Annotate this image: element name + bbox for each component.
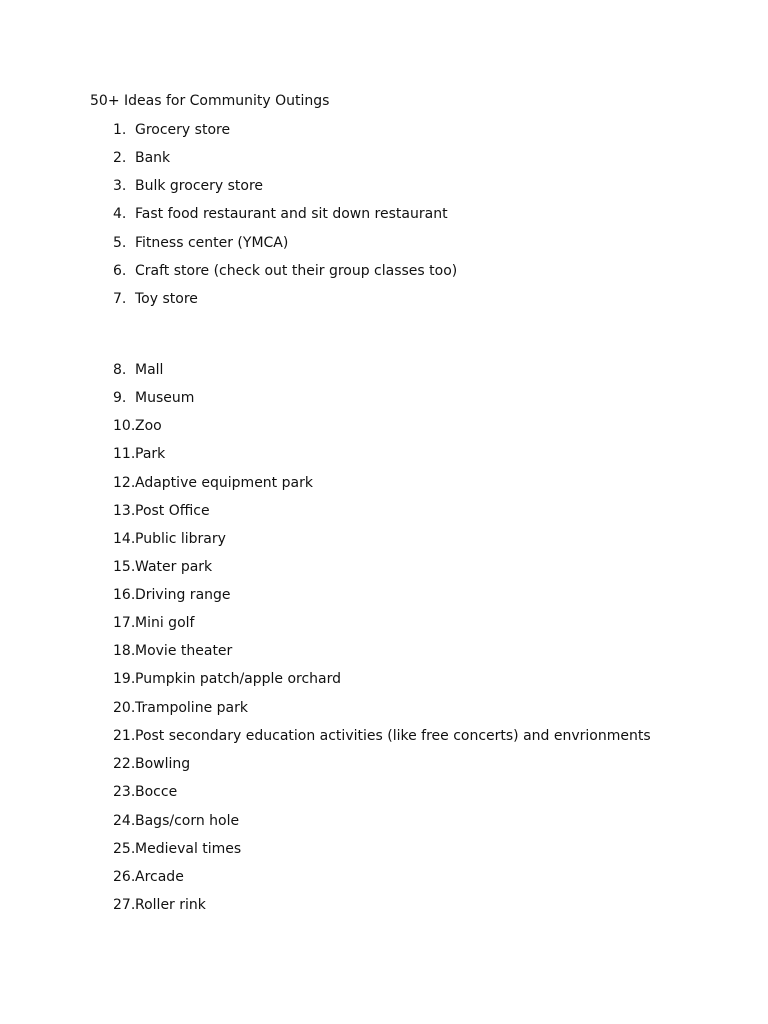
list-item-12 xyxy=(113,474,313,492)
list-item-text: Park xyxy=(135,446,166,462)
list-item-number: 12. xyxy=(113,475,136,491)
list-item-9 xyxy=(113,389,194,407)
list-item-number: 18. xyxy=(113,643,136,659)
list-item-text: Zoo xyxy=(135,418,162,434)
list-item-number: 15. xyxy=(113,559,136,575)
list-item-26 xyxy=(113,868,184,886)
list-item-text: Bocce xyxy=(135,784,178,800)
list-item-1 xyxy=(113,121,230,139)
list-item-2 xyxy=(113,149,170,167)
list-item-number: 3. xyxy=(113,178,127,194)
list-item-text: Water park xyxy=(135,559,213,575)
list-item-number: 21. xyxy=(113,728,136,744)
list-item-text: Fast food restaurant and sit down restaurant xyxy=(135,206,448,222)
list-item-number: 25. xyxy=(113,841,136,857)
list-item-6 xyxy=(113,262,457,280)
list-item-23 xyxy=(113,783,177,801)
document-title: 50+ Ideas for Community Outings xyxy=(90,93,330,109)
list-item-16 xyxy=(113,586,231,604)
list-item-20 xyxy=(113,699,248,717)
list-item-5 xyxy=(113,234,288,252)
list-item-text: Adaptive equipment park xyxy=(135,475,313,491)
list-item-number: 11. xyxy=(113,446,136,462)
list-item-number: 13. xyxy=(113,503,136,519)
list-item-number: 2. xyxy=(113,150,127,166)
list-item-text: Fitness center (YMCA) xyxy=(135,235,289,251)
list-item-25 xyxy=(113,840,241,858)
list-item-number: 16. xyxy=(113,587,136,603)
list-item-text: Bowling xyxy=(135,756,191,772)
list-item-number: 9. xyxy=(113,390,127,406)
list-item-text: Movie theater xyxy=(135,643,233,659)
list-item-13 xyxy=(113,502,210,520)
list-item-19 xyxy=(113,670,341,688)
list-item-text: Post secondary education activities (like free concerts) and envrionments xyxy=(135,728,651,744)
list-item-number: 14. xyxy=(113,531,136,547)
list-item-text: Medieval times xyxy=(135,841,242,857)
list-item-number: 8. xyxy=(113,362,127,378)
list-item-number: 6. xyxy=(113,263,127,279)
list-item-21 xyxy=(113,727,651,745)
list-item-text: Post Office xyxy=(135,503,210,519)
list-item-text: Pumpkin patch/apple orchard xyxy=(135,671,342,687)
list-item-number: 22. xyxy=(113,756,136,772)
list-item-number: 7. xyxy=(113,291,127,307)
list-item-number: 26. xyxy=(113,869,136,885)
list-item-text: Roller rink xyxy=(135,897,206,913)
list-item-27 xyxy=(113,896,206,914)
list-item-11 xyxy=(113,445,165,463)
list-item-24 xyxy=(113,812,239,830)
list-item-15 xyxy=(113,558,212,576)
list-item-text: Bulk grocery store xyxy=(135,178,264,194)
list-item-number: 4. xyxy=(113,206,127,222)
list-item-text: Trampoline park xyxy=(135,700,248,716)
list-item-text: Driving range xyxy=(135,587,231,603)
list-item-3 xyxy=(113,177,263,195)
list-item-18 xyxy=(113,642,232,660)
list-item-text: Bags/corn hole xyxy=(135,813,240,829)
list-item-number: 24. xyxy=(113,813,136,829)
list-item-number: 17. xyxy=(113,615,136,631)
list-item-14 xyxy=(113,530,226,548)
list-item-text: Public library xyxy=(135,531,226,547)
list-item-text: Mini golf xyxy=(135,615,195,631)
list-item-4 xyxy=(113,205,448,223)
list-item-text: Bank xyxy=(135,150,171,166)
list-item-number: 27. xyxy=(113,897,136,913)
list-item-text: Grocery store xyxy=(135,122,231,138)
list-item-17 xyxy=(113,614,194,632)
list-item-number: 19. xyxy=(113,671,136,687)
list-item-number: 20. xyxy=(113,700,136,716)
list-item-22 xyxy=(113,755,190,773)
list-item-text: Mall xyxy=(135,362,164,378)
list-item-text: Museum xyxy=(135,390,195,406)
list-item-10 xyxy=(113,417,162,435)
list-item-8 xyxy=(113,361,163,379)
list-item-text: Arcade xyxy=(135,869,184,885)
list-item-text: Craft store (check out their group classes too) xyxy=(135,263,458,279)
list-item-number: 5. xyxy=(113,235,127,251)
list-item-text: Toy store xyxy=(135,291,198,307)
list-item-7 xyxy=(113,290,198,308)
list-item-number: 23. xyxy=(113,784,136,800)
list-item-number: 10. xyxy=(113,418,136,434)
list-item-number: 1. xyxy=(113,122,127,138)
